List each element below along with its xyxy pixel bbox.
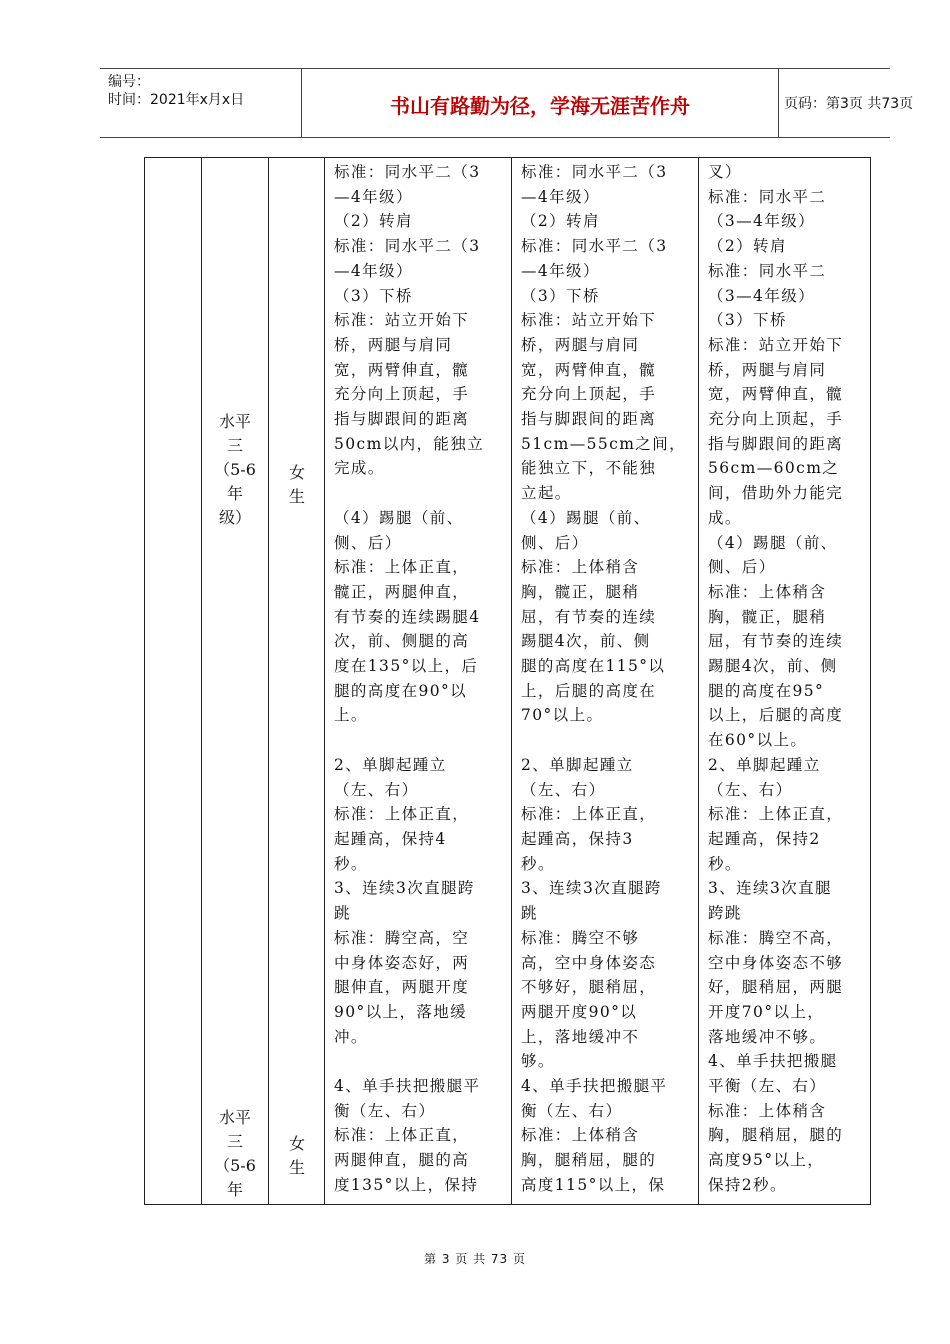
column-divider [324, 158, 325, 1204]
column-divider [698, 158, 699, 1204]
document-number-label: 编号： [108, 74, 150, 90]
level-cell-upper: 水平 三 （5-6 年 级） [214, 412, 256, 527]
standard-column-pass: 叉） 标准：同水平二 （3—4年级） （2）转肩 标准：同水平二 （3—4年级） （3）下桥 标准：站立开始下 桥，两腿与肩同 宽，两臂伸直，髋 充分向上顶起，手 指与脚跟间的距离 56cm—60cm之 间，借助外力能完 成。 （4）踢腿（前、 侧、后） 标准：上体稍含 胸，髋正，腿稍 屈，有节奏的连续 踢腿4次，前、侧 腿的高度在95° 以上，后腿的高度 在60°以上。 2、单脚起踵立 （左、右） 标准：上体正直， 起踵高，保持2 秒。 3、连续3次直腿 跨跳 标准：腾空不高， 空中身体姿态不够 好，腿稍屈，两腿 开度70°以上， 落地缓冲不够。 4、单手扶把搬腿 平衡（左、右） 标准：上体稍含 胸，腿稍屈，腿的 高度95°以上， 保持2秒。 [708, 163, 844, 1194]
gender-cell-lower: 女 生 [288, 1134, 305, 1177]
motto-text: 书山有路勤为径，学海无涯苦作舟 [390, 94, 690, 118]
page-header [100, 68, 914, 138]
header-meta-cell [100, 69, 301, 137]
level-cell-lower: 水平 三 （5-6 年 [214, 1108, 256, 1199]
page-code-label: 页码：第3页 共73页 [784, 96, 914, 112]
page-footer: 第 3 页 共 73 页 [424, 1252, 526, 1266]
header-motto-cell [301, 69, 779, 137]
standards-table [144, 157, 871, 1205]
column-divider [268, 158, 269, 1204]
standard-column-excellent: 标准：同水平二（3 —4年级） （2）转肩 标准：同水平二（3 —4年级） （3）下桥 标准：站立开始下 桥，两腿与肩同 宽，两臂伸直，髋 充分向上顶起，手 指与脚跟间的距离 50cm以内，能独立 完成。 （4）踢腿（前、 侧、后） 标准：上体正直， 髋正，两腿伸直， 有节奏的连续踢腿4 次，前、侧腿的高 度在135°以上，后 腿的高度在90°以 上。 2、单脚起踵立 （左、右） 标准：上体正直， 起踵高，保持4 秒。 3、连续3次直腿跨 跳 标准：腾空高，空 中身体姿态好，两 腿伸直，两腿开度 90°以上，落地缓 冲。 4、单手扶把搬腿平 衡（左、右） 标准：上体正直， 两腿伸直，腿的高 度135°以上，保持 [334, 163, 485, 1194]
gender-cell-upper: 女 生 [288, 463, 305, 506]
header-page-cell [778, 69, 914, 137]
standard-column-good: 标准：同水平二（3 —4年级） （2）转肩 标准：同水平二（3 —4年级） （3）下桥 标准：站立开始下 桥，两腿与肩同 宽，两臂伸直，髋 充分向上顶起，手 指与脚跟间的距离 51cm—55cm之间， 能独立下，不能独 立起。 （4）踢腿（前、 侧、后） 标准：上体稍含 胸，髋正，腿稍 屈，有节奏的连续 踢腿4次，前、侧 腿的高度在115°以 上，后腿的高度在 70°以上。 2、单脚起踵立 （左、右） 标准：上体正直， 起踵高，保持3 秒。 3、连续3次直腿跨 跳 标准：腾空不够 高，空中身体姿态 不够好，腿稍屈， 两腿开度90°以 上，落地缓冲不 够。 4、单手扶把搬腿平 衡（左、右） 标准：上体稍含 胸，腿稍屈，腿的 高度115°以上，保 [521, 163, 687, 1194]
column-divider [511, 158, 512, 1204]
column-divider [201, 158, 202, 1204]
document-date-label: 时间：2021年x月x日 [108, 92, 245, 108]
